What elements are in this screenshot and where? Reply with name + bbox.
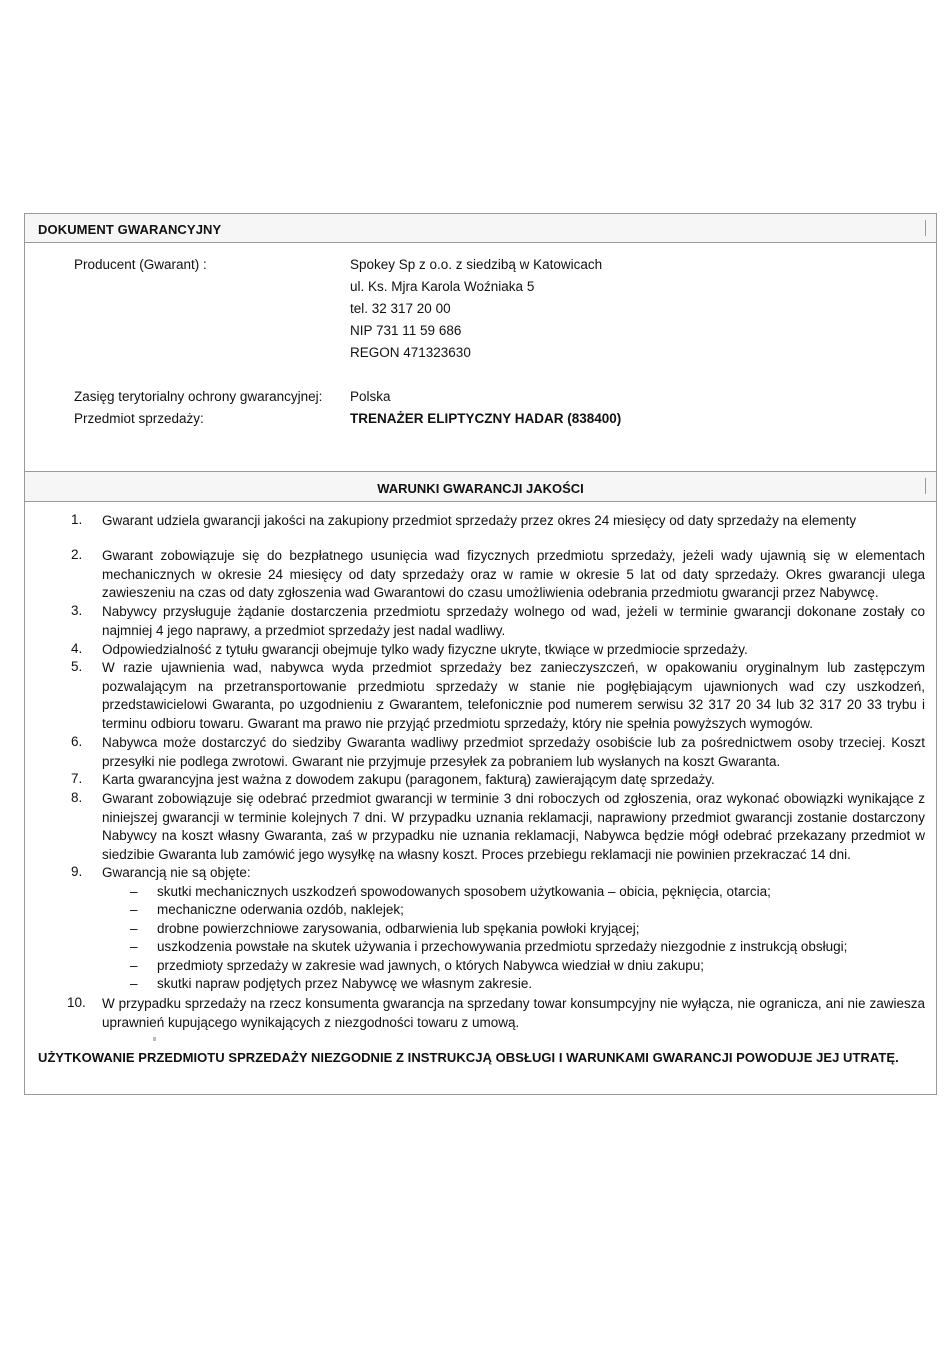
producer-line: Spokey Sp z o.o. z siedzibą w Katowicach (350, 257, 603, 272)
subject-label: Przedmiot sprzedaży: (74, 411, 204, 426)
producer-line: ul. Ks. Mjra Karola Woźniaka 5 (350, 279, 535, 294)
terms-header-bar (25, 471, 936, 502)
header-divider (925, 478, 926, 494)
term-text: Gwarant zobowiązuje się do bezpłatnego usunięcia wad fizycznych przedmiotu sprzedaży, jeżeli wady ujawnią się w elementach mechanicznych w okresie 24 miesięcy od daty sprzedaży oraz w ramie w okresie 5 lat od daty sprzedaży. Okres gwarancji ulega zawieszeniu na czas od daty zgłoszenia wad Gwarantowi do czasu umożliwienia odebrania przedmiotu gwarancji przez Nabywcę. (102, 548, 925, 601)
document-title: DOKUMENT GWARANCYJNY (38, 222, 222, 237)
exclusion-text: drobne powierzchniowe zarysowania, odbarwienia lub spękania powłoki kryjącej; (157, 921, 640, 936)
term-text: Nabywca może dostarczyć do siedziby Gwaranta wadliwy przedmiot sprzedaży osobiście lub za pośrednictwem osoby trzeciej. Koszt przesyłki nie podlega zwrotowi. Gwarant nie przyjmuje przesyłek za pobraniem lub wysłanych na koszt Gwaranta. (102, 735, 925, 769)
producer-line: NIP 731 11 59 686 (350, 323, 462, 338)
term-text: Odpowiedzialność z tytułu gwarancji obejmuje tylko wady fizyczne ukryte, tkwiące w przedmiocie sprzedaży. (102, 642, 748, 657)
exclusion-text: uszkodzenia powstałe na skutek używania i przechowywania przedmiotu sprzedaży niezgodnie z instrukcją obsługi; (157, 939, 848, 954)
term-number: 8. (71, 790, 83, 805)
dash-bullet: – (130, 921, 138, 936)
term-text: Gwarancją nie są objęte: (102, 865, 251, 880)
term-text: Nabywcy przysługuje żądanie dostarczenia przedmiotu sprzedaży wolnego od wad, jeżeli w terminie gwarancji dokonane zostały co najmniej 4 jego naprawy, a przedmiot sprzedaży jest nadal wadliwy. (102, 604, 925, 638)
subject-value: TRENAŻER ELIPTYCZNY HADAR (838400) (350, 411, 622, 426)
warranty-document (24, 213, 937, 1095)
producer-label: Producent (Gwarant) : (74, 257, 207, 272)
term-text: W razie ujawnienia wad, nabywca wyda przedmiot sprzedaży bez zanieczyszczeń, w opakowaniu oryginalnym lub zastępczym pozwalającym na przetransportowanie przedmiotu sprzedaży w stanie nie pogłębiającym ujawnionych wad czy uszkodzeń, przedstawicielowi Gwaranta, po uzgodnieniu z Gwarantem, telefonicznie pod numerem serwisu 32 317 20 34 lub 32 317 20 33 trybu i terminu odbioru towaru. Gwarant ma prawo nie przyjąć przedmiotu sprzedaży, który nie spełnia powyższych wymogów. (102, 660, 925, 731)
header-divider (925, 220, 926, 236)
term-number: 3. (71, 603, 83, 618)
dash-bullet: – (130, 884, 138, 899)
term-number: 7. (71, 771, 83, 786)
term-number: 6. (71, 734, 83, 749)
exclusion-text: mechaniczne oderwania ozdób, naklejek; (157, 902, 404, 917)
term-text: Karta gwarancyjna jest ważna z dowodem zakupu (paragonem, fakturą) zawierającym datę sprzedaży. (102, 772, 715, 787)
term-number: 9. (71, 864, 83, 879)
exclusion-text: skutki napraw podjętych przez Nabywcę we własnym zakresie. (157, 976, 533, 991)
document-header-bar (25, 214, 936, 243)
warranty-loss-notice: UŻYTKOWANIE PRZEDMIOTU SPRZEDAŻY NIEZGODNIE Z INSTRUKCJĄ OBSŁUGI I WARUNKAMI GWARANCJI POWODUJE JEJ UTRATĘ. (38, 1050, 899, 1065)
term-text: Gwarant zobowiązuje się odebrać przedmiot gwarancji w terminie 3 dni roboczych od zgłoszenia, oraz wykonać obowiązki wynikające z niniejszej gwarancji w terminie kolejnych 7 dni. W przypadku uznania reklamacji, naprawiony przedmiot gwarancji zostanie dostarczony Nabywcy na koszt własny Gwaranta, zaś w przypadku nie uznania reklamacji, Nabywca będzie mógł odebrać przekazany przedmiot w siedzibie Gwaranta lub zamówić jego wysyłkę na własny koszt. Proces przebiegu reklamacji nie powinien przekraczać 14 dni. (102, 791, 925, 862)
dash-bullet: – (130, 939, 138, 954)
dash-bullet: – (130, 902, 138, 917)
term-number: 5. (71, 659, 83, 674)
dash-bullet: – (130, 958, 138, 973)
exclusion-text: przedmioty sprzedaży w zakresie wad jawnych, o których Nabywca wiedział w dniu zakupu; (157, 958, 704, 973)
producer-line: tel. 32 317 20 00 (350, 301, 451, 316)
term-number: 1. (71, 512, 83, 527)
territory-value: Polska (350, 389, 391, 404)
exclusion-text: skutki mechanicznych uszkodzeń spowodowanych sposobem użytkowania – obicia, pęknięcia, otarcia; (157, 884, 771, 899)
terms-title: WARUNKI GWARANCJI JAKOŚCI (377, 481, 584, 496)
term-number: 10. (67, 995, 86, 1010)
territory-label: Zasięg terytorialny ochrony gwarancyjnej: (74, 389, 323, 404)
term-number: 4. (71, 641, 83, 656)
term-text: W przypadku sprzedaży na rzecz konsumenta gwarancja na sprzedany towar konsumpcyjny nie wyłącza, nie ogranicza, ani nie zawiesza uprawnień kupującego wynikających z niezgodności towaru z umową. (102, 996, 925, 1030)
dash-bullet: – (130, 976, 138, 991)
term-number: 2. (71, 547, 83, 562)
producer-line: REGON 471323630 (350, 345, 471, 360)
stray-mark (153, 1037, 156, 1041)
term-text: Gwarant udziela gwarancji jakości na zakupiony przedmiot sprzedaży przez okres 24 miesięcy od daty sprzedaży na elementy (102, 513, 857, 528)
